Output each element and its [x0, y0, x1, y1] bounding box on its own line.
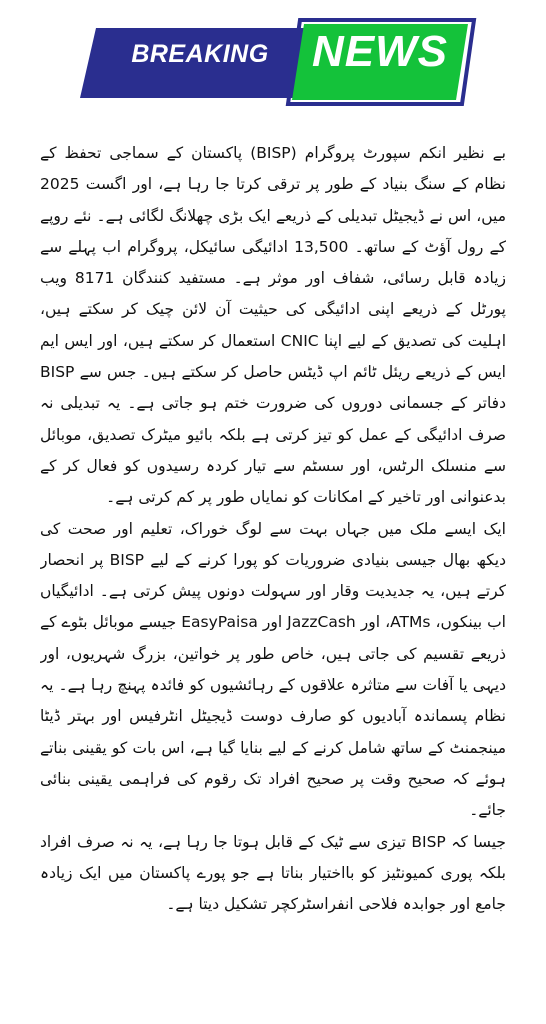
article-paragraph-2: ایک ایسے ملک میں جہاں بہت سے لوگ خوراک، تعلیم اور صحت کی دیکھ بھال جیسی بنیادی ضروریات کو پورا کرنے کے لیے BISP پر انحصار کرتے ہیں، یہ جدیدیت وقار اور سہولت دونوں پیش کرتی ہے۔ ادائیگیاں اب بینکوں، ATMs، اور JazzCash اور EasyPaisa جیسے موبائل بٹوے کے ذریعے تقسیم کی جاتی ہیں، خاص طور پر خواتین، بزرگ شہریوں، اور دیہی یا آفات سے متاثرہ علاقوں کے رہائشیوں کو فائدہ پہنچ رہا ہے۔ یہ نظام پسماندہ آبادیوں کو صارف دوست ڈیجیٹل انٹرفیس اور بہتر ڈیٹا مینجمنٹ کے ساتھ شامل کرنے کے لیے بنایا گیا ہے، اس بات کو یقینی بناتے ہوئے کہ صحیح وقت پر صحیح افراد تک رقوم کی فراہمی یقینی بنائی جائے۔ — [40, 519, 506, 820]
news-word: NEWS — [312, 27, 448, 76]
breaking-news-banner — [0, 0, 546, 120]
article-paragraph-1: بے نظیر انکم سپورٹ پروگرام (BISP) پاکستان کے سماجی تحفظ کے نظام کے سنگ بنیاد کے طور پر ترقی کرتا جا رہا ہے، اور اگست 2025 میں، اس نے ڈیجیٹل تبدیلی کے ذریعے ایک بڑی چھلانگ لگائی ہے۔ نئے روپے کے رول آؤٹ کے ساتھ۔ 13,500 ادائیگی سائیکل، پروگرام اب پہلے سے زیادہ قابل رسائی، شفاف اور موثر ہے۔ مستفید کنندگان 8171 ویب پورٹل کے ذریعے اپنی ادائیگی کی حیثیت آن لائن چیک کر سکتے ہیں، اہلیت کی تصدیق کے لیے اپنا CNIC استعمال کر سکتے ہیں، اور ایس ایم ایس کے ذریعے ریئل ٹائم اپ ڈیٹس حاصل کر سکتے ہیں۔ جس سے BISP دفاتر کے جسمانی دوروں کی ضرورت ختم ہو جاتی ہے۔ یہ تبدیلی نہ صرف ادائیگی کے عمل کو تیز کرتی ہے بلکہ بائیو میٹرک تصدیق، موبائل سے منسلک الرٹس، اور سسٹم سے تیار کردہ رسیدوں کو فعال کر کے بدعنوانی اور تاخیر کے امکانات کو نمایاں طور پر کم کرتی ہے۔ — [40, 144, 506, 507]
breaking-word: BREAKING — [131, 40, 269, 68]
article-paragraph-3: جیسا کہ BISP تیزی سے ٹیک کے قابل ہوتا جا رہا ہے، یہ نہ صرف افراد بلکہ پوری کمیونٹیز کو بااختیار بناتا ہے جو پورے پاکستان میں ایک زیادہ جامع اور جوابدہ فلاحی انفراسٹرکچر تشکیل دیتا ہے۔ — [40, 832, 506, 914]
article-body — [40, 138, 506, 1018]
